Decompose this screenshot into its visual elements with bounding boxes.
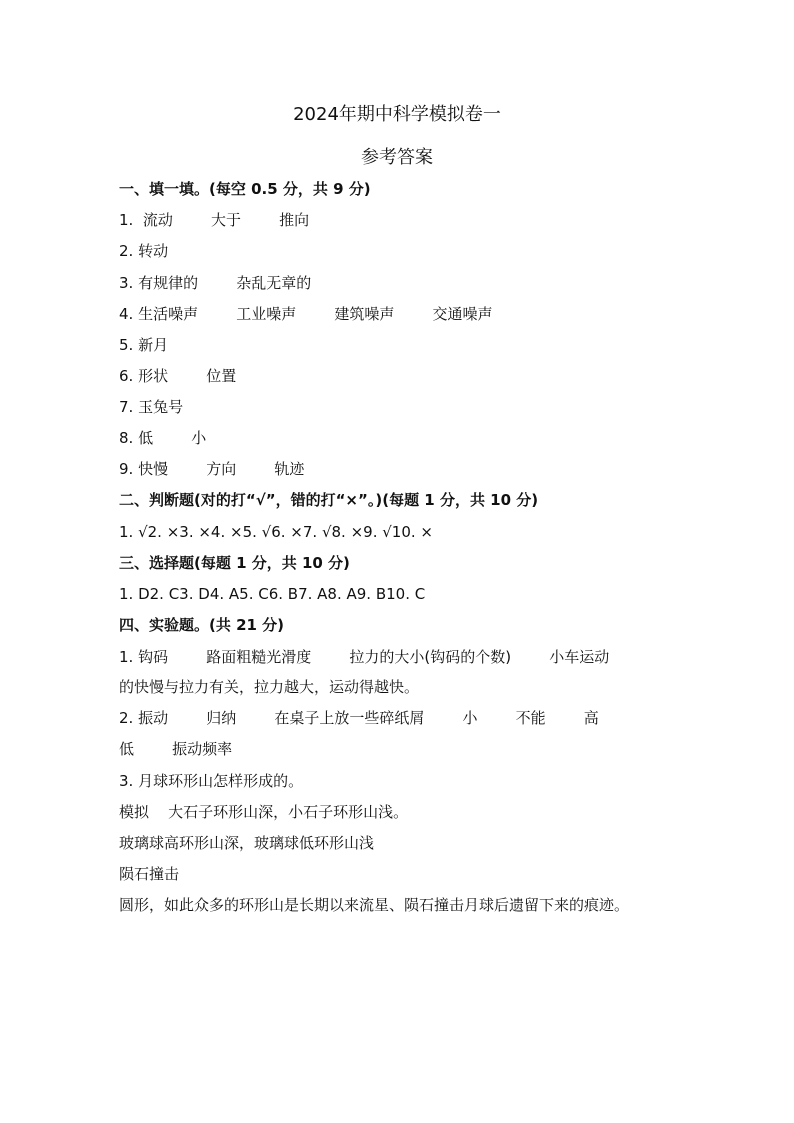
- answer-line: 2. 转动: [119, 242, 169, 260]
- answer-line: 1. √2. ×3. ×4. ×5. √6. ×7. √8. ×9. √10. ×: [119, 523, 433, 541]
- answer-line: 8. 低 小: [119, 429, 207, 447]
- answer-line: 3. 有规律的 杂乱无章的: [119, 274, 312, 292]
- answer-line: 2. 振动 归纳 在桌子上放一些碎纸屑 小 不能 高: [119, 709, 599, 727]
- answer-line: 7. 玉兔号: [119, 398, 184, 416]
- answer-line: 1. D2. C3. D4. A5. C6. B7. A8. A9. B10. C: [119, 585, 426, 603]
- document-title: 2024年期中科学模拟卷一: [293, 104, 501, 125]
- answer-line: 圆形，如此众多的环形山是长期以来流星、陨石撞击月球后遗留下来的痕迹。: [119, 896, 630, 914]
- answer-line: 低 振动频率: [119, 740, 233, 758]
- document-subtitle: 参考答案: [361, 147, 433, 168]
- answer-line: 1. 流动 大于 推向: [119, 211, 310, 229]
- answer-line: 模拟 大石子环形山深，小石子环形山浅。: [119, 803, 409, 821]
- answer-line: 4. 生活噪声 工业噪声 建筑噪声 交通噪声: [119, 305, 493, 323]
- answer-line: 6. 形状 位置: [119, 367, 237, 385]
- answer-line: 3. 月球环形山怎样形成的。: [119, 772, 304, 790]
- answer-line: 1. 钩码 路面粗糙光滑度 拉力的大小(钩码的个数) 小车运动: [119, 648, 610, 666]
- answer-line: 的快慢与拉力有关，拉力越大，运动得越快。: [119, 678, 420, 696]
- section-1-heading: 一、填一填。(每空 0.5 分，共 9 分): [119, 180, 371, 198]
- answer-line: 5. 新月: [119, 336, 169, 354]
- answer-line: 玻璃球高环形山深，玻璃球低环形山浅: [119, 834, 375, 852]
- section-3-heading: 三、选择题(每题 1 分，共 10 分): [119, 554, 350, 572]
- answer-line: 陨石撞击: [119, 865, 180, 883]
- answer-line: 9. 快慢 方向 轨迹: [119, 460, 305, 478]
- section-2-heading: 二、判断题(对的打“√”，错的打“×”。)(每题 1 分，共 10 分): [119, 491, 539, 509]
- section-4-heading: 四、实验题。(共 21 分): [119, 616, 285, 634]
